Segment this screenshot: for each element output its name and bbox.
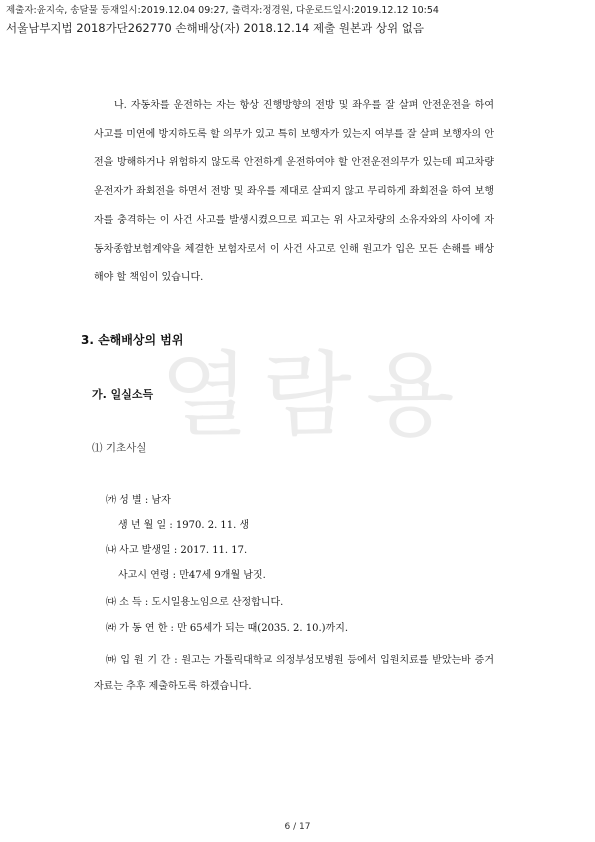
submission-info-header: 제출자:윤지숙, 송달물 등재일시:2019.12.04 09:27, 출력자:정경원, 다운로드일시:2019.12.12 10:54 [6,5,439,16]
fact-age-at-accident: 사고시 연령 : 만47세 9개월 남짓. [118,570,266,581]
fact-gender: ㈎ 성 별 : 남자 [106,495,171,506]
section-heading-damages: 3. 손해배상의 범위 [81,333,184,347]
watermark: 열람용 [160,342,469,449]
case-info-header: 서울남부지법 2018가단262770 손해배상(자) 2018.12.14 제출 원본과 상위 없음 [6,21,424,35]
liability-paragraph: 나. 자동차를 운전하는 자는 항상 진행방향의 전방 및 좌우를 잘 살펴 안전운전을 하여 사고를 미연에 방지하도록 할 의무가 있고 특히 보행자가 있는지 여부를 잘 살펴 보행자의 안전을 방해하거나 위험하지 않도록 안전하게 운전하여야 할 안전운전의무가 있는데 피고차량 운전자가 좌회전을 하면서 전방 및 좌우를 제대로 살피지 않고 무리하게 좌회전을 하여 보행자를 충격하는 이 사건 사고를 발생시켰으므로 피고는 위 사고차량의 소유자와의 사이에 자동차종합보험계약을 체결한 보험자로서 이 사건 사고로 인해 원고가 입은 모든 손해를 배상해야 할 책임이 있습니다. [94,100,494,284]
fact-working-age: ㈑ 가 동 연 한 : 만 65세가 되는 때(2035. 2. 10.)까지. [106,623,349,634]
page-number: 6 / 17 [284,822,311,832]
fact-accident-date: ㈏ 사고 발생일 : 2017. 11. 17. [106,545,248,556]
fact-hospitalization: ㈒ 입 원 기 간 : 원고는 가톨릭대학교 의정부성모병원 등에서 입원치료를 받았는바 증거자료는 추후 제출하도록 하겠습니다. [94,655,494,692]
fact-income: ㈐ 소 득 : 도시일용노임으로 산정합니다. [106,597,284,608]
subheading-basic-facts: ⑴ 기초사실 [92,442,147,454]
fact-birth-date: 생 년 월 일 : 1970. 2. 11. 생 [118,520,250,531]
subsection-heading-lost-income: 가. 일실소득 [92,388,154,401]
